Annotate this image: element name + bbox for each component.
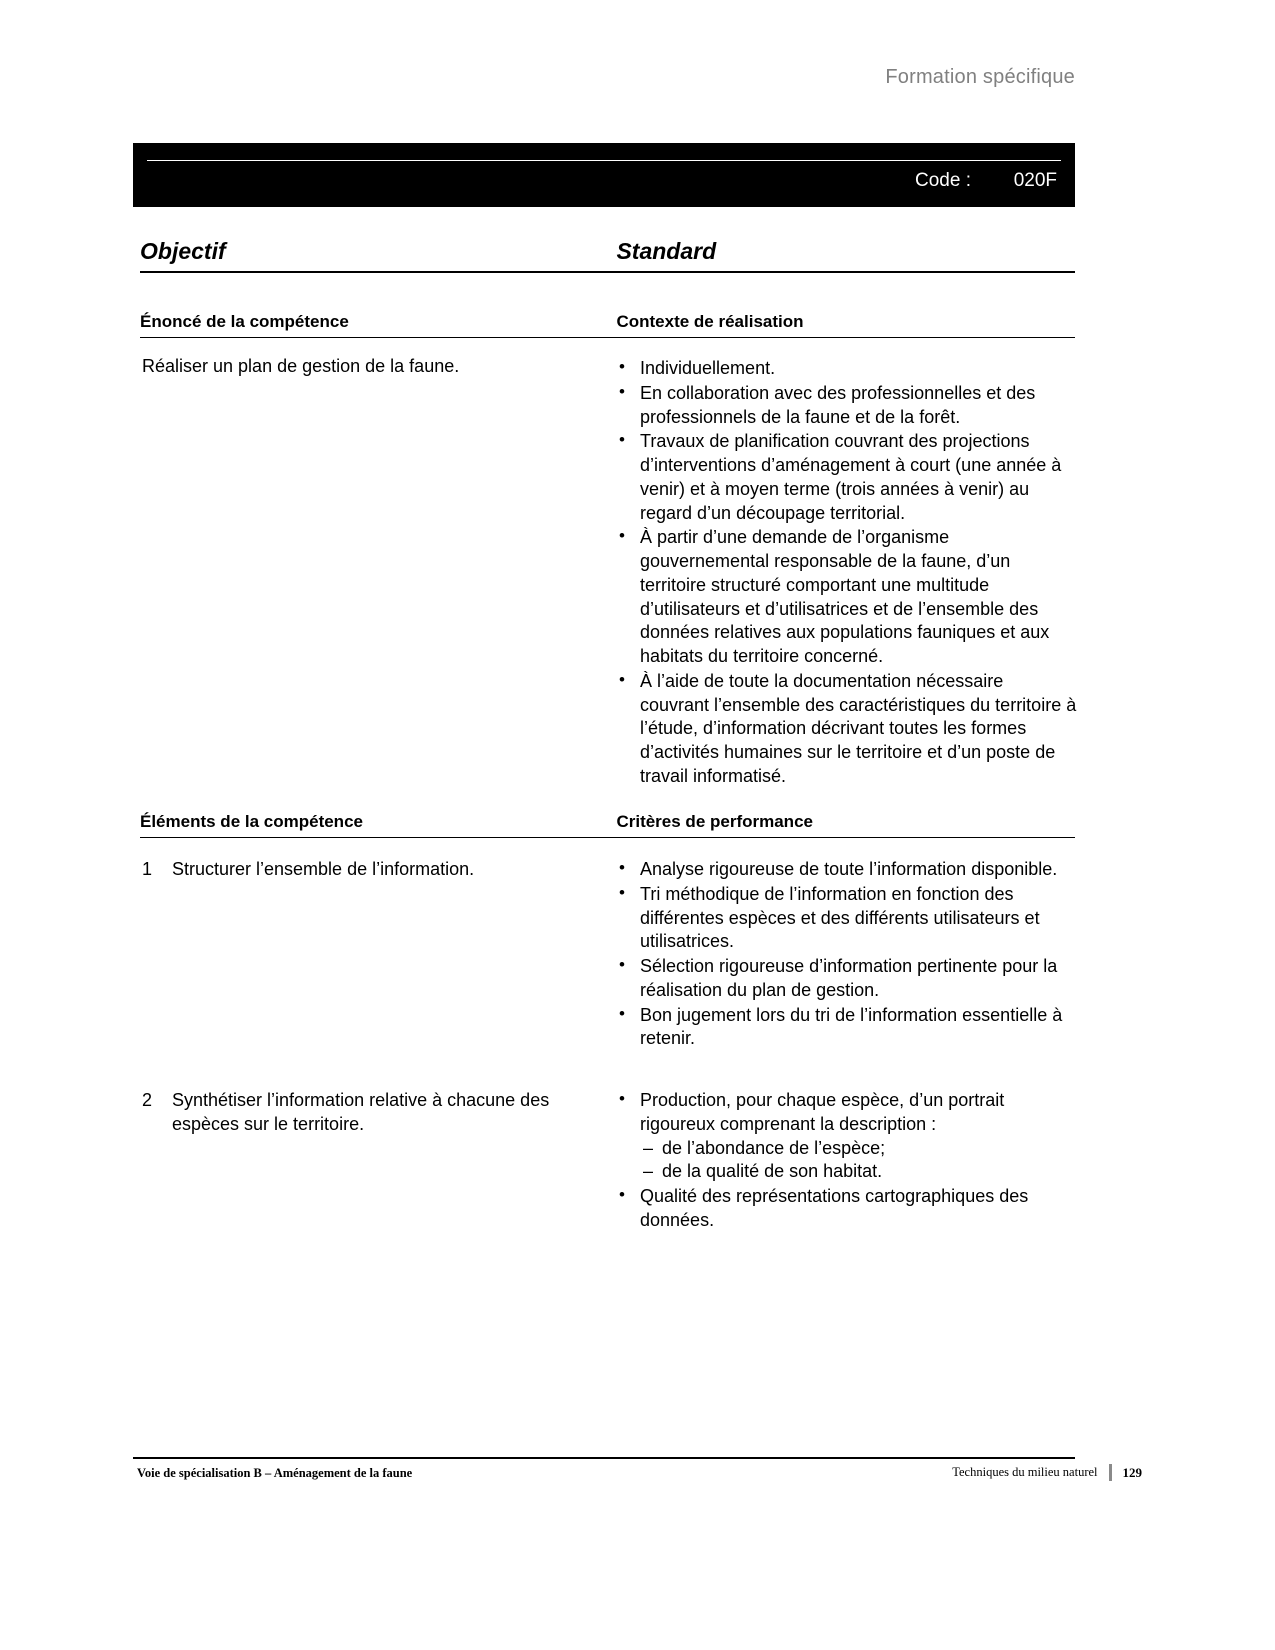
code-value: 020F bbox=[1013, 170, 1057, 191]
page-header-section-label: Formation spécifique bbox=[885, 66, 1075, 88]
heading-elements-competence: Éléments de la compétence bbox=[140, 812, 363, 831]
code-banner bbox=[133, 143, 1075, 207]
footer-separator bbox=[1109, 1464, 1112, 1481]
list-item: • Sélection rigoureuse d’information pertinente pour la réalisation du plan de gestion. bbox=[638, 955, 1077, 1003]
criteria-list-2 bbox=[612, 1089, 1077, 1234]
list-item: • À partir d’une demande de l’organisme gouvernemental responsable de la faune, d’un territoire structuré comportant une multitude d’utilisateurs et d’utilisatrices et de l’ensemble des données relatives aux populations fauniques et aux habitats du territoire concerné. bbox=[638, 526, 1077, 669]
heading-enonce-competence: Énoncé de la compétence bbox=[140, 312, 349, 331]
column-header-objective: Objectif bbox=[140, 238, 226, 264]
element-row-2 bbox=[142, 1089, 594, 1137]
list-item bbox=[638, 1089, 1077, 1184]
code-label: Code : bbox=[915, 170, 971, 191]
list-item: • En collaboration avec des professionnelles et des professionnels de la faune et de la forêt. bbox=[638, 382, 1077, 430]
list-item: • Bon jugement lors du tri de l’information essentielle à retenir. bbox=[638, 1004, 1077, 1052]
sub-list bbox=[640, 1137, 1077, 1185]
element-row-1 bbox=[142, 858, 594, 882]
contexte-realisation-list bbox=[612, 357, 1077, 790]
heading-contexte-realisation: Contexte de réalisation bbox=[616, 312, 804, 331]
page-number: 129 bbox=[1122, 1464, 1142, 1480]
footer-left-text: Voie de spécialisation B – Aménagement de la faune bbox=[137, 1466, 413, 1480]
list-item: • Individuellement. bbox=[638, 357, 1077, 381]
element-text: Structurer l’ensemble de l’information. bbox=[172, 859, 475, 879]
competence-section-headers bbox=[140, 312, 1075, 338]
footer-divider bbox=[133, 1457, 1075, 1459]
column-headers bbox=[140, 238, 1075, 273]
element-number: 1 bbox=[142, 859, 153, 879]
footer-program: Techniques du milieu naturel bbox=[952, 1465, 1098, 1479]
column-header-standard: Standard bbox=[616, 238, 717, 264]
element-number: 2 bbox=[142, 1090, 153, 1110]
heading-criteres-performance: Critères de performance bbox=[616, 812, 813, 831]
element-text: Synthétiser l’information relative à chacune des espèces sur le territoire. bbox=[172, 1090, 550, 1134]
list-item: • À l’aide de toute la documentation nécessaire couvrant l’ensemble des caractéristiques du territoire à l’étude, d’information décrivant toutes les formes d’activités humaines sur le territoire et d’un poste de travail informatisé. bbox=[638, 670, 1077, 789]
criteria-list-1 bbox=[612, 858, 1077, 1052]
sub-list-item: – de l’abondance de l’espèce; bbox=[662, 1137, 1077, 1161]
sub-list-item: – de la qualité de son habitat. bbox=[662, 1160, 1077, 1184]
competence-statement: Réaliser un plan de gestion de la faune. bbox=[142, 356, 460, 376]
list-item: • Qualité des représentations cartographiques des données. bbox=[638, 1185, 1077, 1233]
list-item: • Tri méthodique de l’information en fonction des différentes espèces et des différents utilisateurs et utilisatrices. bbox=[638, 883, 1077, 954]
code-banner-rule bbox=[147, 160, 1061, 161]
list-item-text: Production, pour chaque espèce, d’un portrait rigoureux comprenant la description : bbox=[640, 1090, 1005, 1134]
list-item: • Analyse rigoureuse de toute l’information disponible. bbox=[638, 858, 1077, 882]
footer-right bbox=[952, 1464, 1142, 1481]
elements-section-headers bbox=[140, 812, 1075, 838]
list-item: • Travaux de planification couvrant des projections d’interventions d’aménagement à court (une année à venir) et à moyen terme (trois années à venir) au regard d’un découpage territorial. bbox=[638, 430, 1077, 525]
